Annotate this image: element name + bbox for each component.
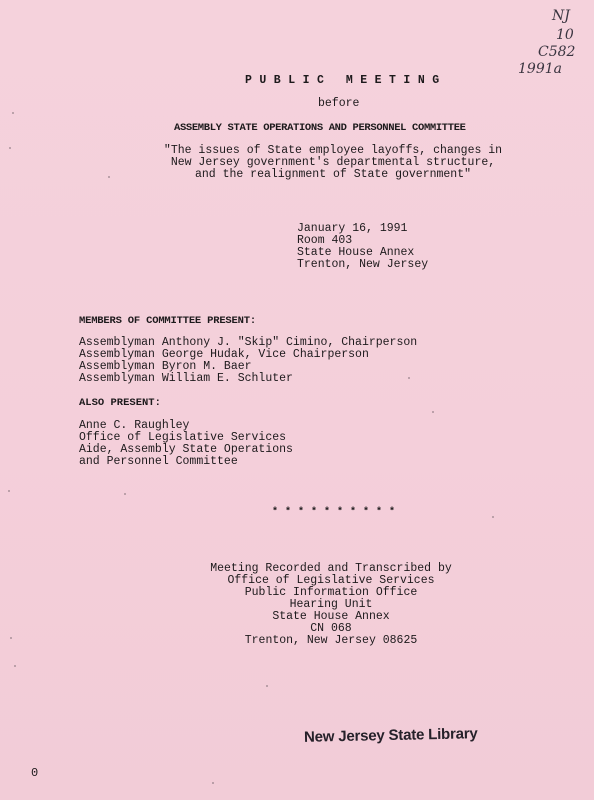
meeting-room: Room 403 <box>297 234 353 247</box>
library-stamp: New Jersey State Library <box>303 725 478 746</box>
scan-speck <box>266 685 268 687</box>
scan-speck <box>124 493 126 495</box>
member-line-2: Assemblyman George Hudak, Vice Chairperson <box>79 348 369 361</box>
also-line-1: Anne C. Raughley <box>79 419 190 432</box>
scan-speck <box>10 637 12 639</box>
meeting-date: January 16, 1991 <box>297 222 408 235</box>
member-line-1: Assemblyman Anthony J. "Skip" Cimino, Chairperson <box>79 336 418 349</box>
scan-speck <box>12 112 14 114</box>
call-number-line-2: 10 <box>556 27 574 43</box>
page-mark: 0 <box>31 766 39 780</box>
call-number-line-4: 1991a <box>518 61 562 77</box>
scan-speck <box>108 176 110 178</box>
recorded-line-2: Office of Legislative Services <box>227 574 435 587</box>
subject-line-2: New Jersey government's departmental structure, <box>170 156 496 169</box>
call-number-line-3: C582 <box>538 44 576 60</box>
also-line-4: and Personnel Committee <box>79 455 238 468</box>
title-before: before <box>318 97 360 110</box>
scan-speck <box>432 411 434 413</box>
document-title: P U B L I C M E E T I N G <box>245 74 440 87</box>
scan-speck <box>9 147 11 149</box>
scan-speck <box>212 782 214 784</box>
also-line-3: Aide, Assembly State Operations <box>79 443 293 456</box>
also-line-2: Office of Legislative Services <box>79 431 287 444</box>
member-line-3: Assemblyman Byron M. Baer <box>79 360 252 373</box>
scan-speck <box>492 516 494 518</box>
recorded-line-6: CN 068 <box>310 622 352 635</box>
scan-speck <box>408 377 410 379</box>
member-line-4: Assemblyman William E. Schluter <box>79 372 293 385</box>
section-divider: * * * * * * * * * * <box>272 507 396 518</box>
recorded-line-1: Meeting Recorded and Transcribed by <box>210 562 452 575</box>
recorded-line-5: State House Annex <box>272 610 390 623</box>
subject-line-1: "The issues of State employee layoffs, changes in <box>163 144 503 157</box>
also-present-heading: ALSO PRESENT: <box>79 397 161 409</box>
subject-line-3: and the realignment of State government" <box>194 168 472 181</box>
recorded-line-4: Hearing Unit <box>289 598 373 611</box>
meeting-city: Trenton, New Jersey <box>297 258 429 271</box>
committee-name: ASSEMBLY STATE OPERATIONS AND PERSONNEL COMMITTEE <box>174 122 466 134</box>
recorded-line-3: Public Information Office <box>244 586 418 599</box>
call-number-line-1: NJ <box>552 8 570 24</box>
members-heading: MEMBERS OF COMMITTEE PRESENT: <box>79 315 256 327</box>
scan-speck <box>8 490 10 492</box>
scan-speck <box>14 665 16 667</box>
meeting-building: State House Annex <box>297 246 415 259</box>
recorded-line-7: Trenton, New Jersey 08625 <box>244 634 418 647</box>
